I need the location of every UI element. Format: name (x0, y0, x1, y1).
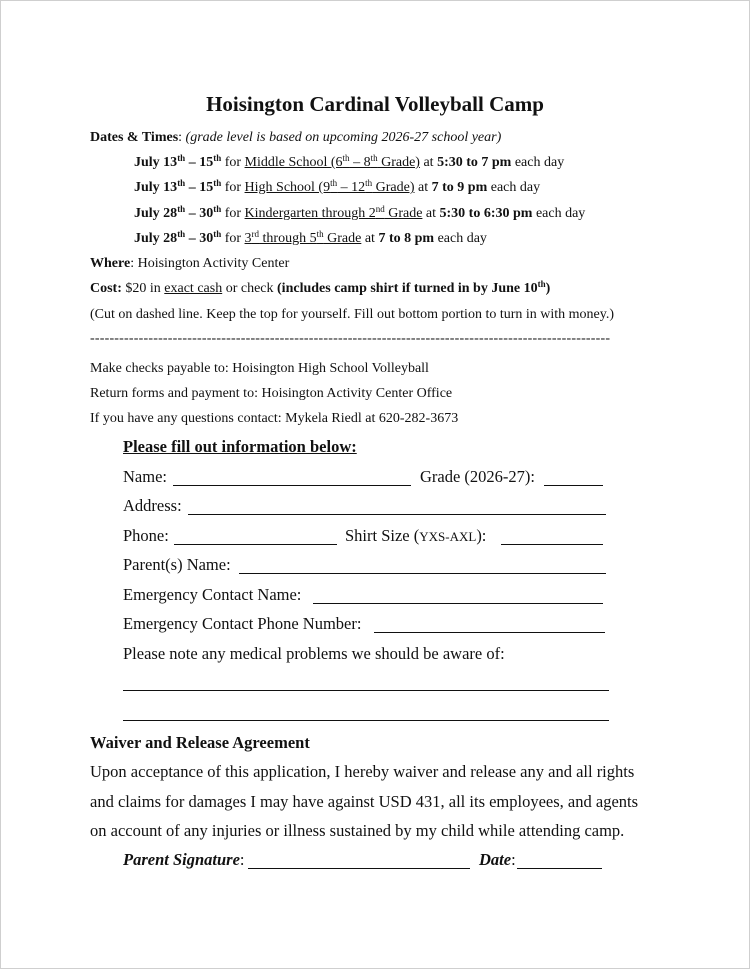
phone-field[interactable] (174, 544, 337, 545)
dates-line: Dates & Times: (grade level is based on upcoming 2026-27 school year) (90, 130, 502, 145)
cut-line: ----------------------------------------------------------------------------------------------------------- (90, 331, 611, 346)
dates-note: (grade level is based on upcoming 2026-27 school year) (185, 130, 502, 145)
waiver-line-1: Upon acceptance of this application, I hereby waiver and release any and all rights (90, 762, 635, 781)
cost-pre: $20 in (121, 281, 165, 296)
medical-field-line-1[interactable] (123, 690, 609, 691)
form-heading: Please fill out information below: (123, 437, 357, 456)
session-row: July 13th – 15th for Middle School (6th – 8th Grade) at 5:30 to 7 pm each day (134, 153, 565, 170)
emergency-name-field[interactable] (313, 603, 603, 604)
where-label: Where (90, 256, 131, 271)
cut-note: (Cut on dashed line. Keep the top for yourself. Fill out bottom portion to turn in with money.) (90, 307, 615, 322)
address-field[interactable] (188, 514, 606, 515)
address-label: Address: (123, 496, 182, 515)
medical-field-line-2[interactable] (123, 720, 609, 721)
date-field[interactable] (517, 868, 602, 869)
shirt-size-field[interactable] (501, 544, 603, 545)
date-label: Date: (479, 850, 516, 869)
contact-info: If you have any questions contact: Mykela Riedl at 620-282-3673 (90, 411, 459, 426)
cost-shirt-note: (includes camp shirt if turned in by June 10th) (277, 279, 551, 296)
medical-label: Please note any medical problems we should be aware of: (123, 644, 505, 663)
shirt-size-label: Shirt Size (YXS-AXL): (345, 526, 487, 545)
where-line: Where: Hoisington Activity Center (90, 256, 290, 271)
name-label: Name: (123, 467, 167, 486)
session-row: July 28th – 30th for 3rd through 5th Grade at 7 to 8 pm each day (134, 229, 487, 246)
waiver-line-3: on account of any injuries or illness sustained by my child while attending camp. (90, 821, 625, 840)
return-forms: Return forms and payment to: Hoisington Activity Center Office (90, 386, 453, 401)
checks-payable: Make checks payable to: Hoisington High School Volleyball (90, 361, 429, 376)
emergency-phone-field[interactable] (374, 632, 605, 633)
where-value: Hoisington Activity Center (134, 256, 290, 271)
grade-label: Grade (2026-27): (420, 467, 536, 486)
shirt-size-range: YXS-AXL (419, 529, 477, 544)
name-field[interactable] (173, 485, 411, 486)
cost-label: Cost: (90, 281, 122, 296)
cost-mid: or check (222, 281, 278, 296)
parents-label: Parent(s) Name: (123, 555, 231, 574)
session-row: July 13th – 15th for High School (9th – 12th Grade) at 7 to 9 pm each day (134, 178, 541, 195)
waiver-heading: Waiver and Release Agreement (90, 733, 310, 752)
dates-label: Dates & Times (90, 130, 179, 145)
signature-field[interactable] (248, 868, 470, 869)
emergency-phone-label: Emergency Contact Phone Number: (123, 614, 362, 633)
parents-field[interactable] (239, 573, 606, 574)
signature-label: Parent Signature: (123, 850, 245, 869)
emergency-name-label: Emergency Contact Name: (123, 585, 302, 604)
session-row: July 28th – 30th for Kindergarten through 2nd Grade at 5:30 to 6:30 pm each day (134, 204, 586, 221)
cost-line (90, 281, 550, 297)
page-title: Hoisington Cardinal Volleyball Camp (206, 92, 544, 116)
cost-cash: exact cash (164, 281, 223, 296)
waiver-line-2: and claims for damages I may have against USD 431, all its employees, and agents (90, 792, 639, 811)
phone-label: Phone: (123, 526, 169, 545)
grade-field[interactable] (544, 485, 603, 486)
